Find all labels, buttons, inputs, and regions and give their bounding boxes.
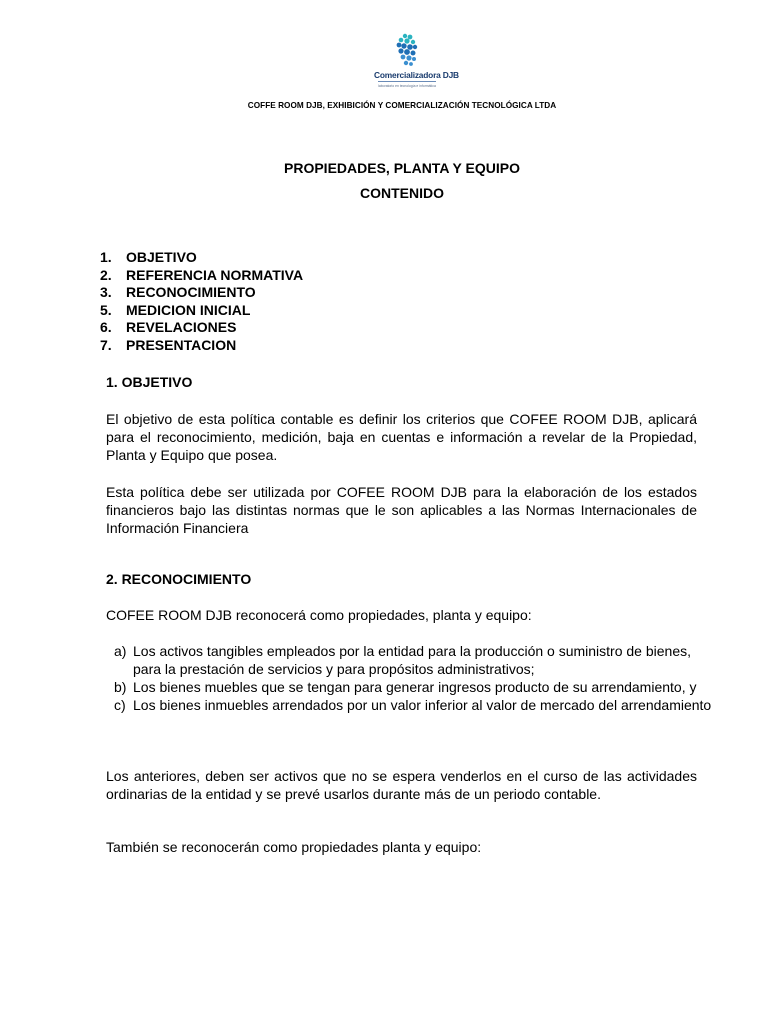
list-item <box>114 642 714 678</box>
list-item-label: a) <box>114 643 127 659</box>
toc-number: 7. <box>100 336 112 353</box>
toc-label: RECONOCIMIENTO <box>126 284 256 301</box>
table-of-contents <box>100 249 303 355</box>
list-item-text: Los bienes muebles que se tengan para generar ingresos producto de su arrendamiento, y <box>133 679 697 695</box>
list-item-text: Los activos tangibles empleados por la entidad para la producción o suministro de bienes, para la prestación de servicios y para propósitos administrativos; <box>133 643 692 677</box>
list-item <box>114 678 714 696</box>
toc-item <box>100 319 303 337</box>
logo-name: Comercializadora DJB <box>374 70 459 80</box>
document-subtitle: CONTENIDO <box>360 185 444 201</box>
toc-label: PRESENTACION <box>126 336 237 353</box>
toc-item <box>100 249 303 267</box>
reconocimiento-paragraph: Los anteriores, deben ser activos que no se espera venderlos en el curso de las actividades ordinarias de la entidad y se prevé usarlos durante más de un periodo contable. <box>106 768 697 802</box>
toc-label: OBJETIVO <box>126 249 197 265</box>
logo-tagline: laboratorio en tecnología e informática <box>378 84 436 88</box>
reconocimiento-closing: También se reconocerán como propiedades planta y equipo: <box>106 839 482 855</box>
recognition-list <box>114 642 714 714</box>
document-title: PROPIEDADES, PLANTA Y EQUIPO <box>284 160 520 176</box>
company-name: COFFE ROOM DJB, EXHIBICIÓN Y COMERCIALIZACIÓN TECNOLÓGICA LTDA <box>247 101 557 110</box>
list-item <box>114 696 714 714</box>
toc-item <box>100 284 303 302</box>
toc-label: REVELACIONES <box>126 319 237 336</box>
list-item-label: b) <box>114 679 127 695</box>
section-heading-objetivo: 1. OBJETIVO <box>106 374 193 390</box>
toc-number: 5. <box>100 301 112 318</box>
toc-number: 6. <box>100 319 112 336</box>
logo-mark-icon <box>374 32 440 70</box>
reconocimiento-intro: COFEE ROOM DJB reconocerá como propiedades, planta y equipo: <box>106 607 532 623</box>
toc-item <box>100 302 303 320</box>
list-item-label: c) <box>114 697 126 713</box>
toc-item <box>100 337 303 355</box>
toc-number: 1. <box>100 249 112 265</box>
objetivo-paragraph-1: El objetivo de esta política contable es definir los criterios que COFEE ROOM DJB, aplicará para el reconocimiento, medición, baja en cuentas e información a revelar de la Propiedad, Planta y Equipo que posea. <box>106 411 697 463</box>
section-heading-reconocimiento: 2. RECONOCIMIENTO <box>106 571 252 587</box>
objetivo-paragraph-2: Esta política debe ser utilizada por COFEE ROOM DJB para la elaboración de los estados financieros bajo las distintas normas que le son aplicables a las Normas Internacionales de Información Financiera <box>106 484 697 536</box>
list-item-text: Los bienes inmuebles arrendados por un valor inferior al valor de mercado del arrendamiento <box>133 697 712 713</box>
company-logo <box>374 32 459 94</box>
toc-label: REFERENCIA NORMATIVA <box>126 266 304 283</box>
toc-item <box>100 267 303 285</box>
toc-number: 3. <box>100 284 112 301</box>
logo-divider <box>378 81 436 82</box>
toc-label: MEDICION INICIAL <box>126 301 251 318</box>
toc-number: 2. <box>100 266 112 283</box>
